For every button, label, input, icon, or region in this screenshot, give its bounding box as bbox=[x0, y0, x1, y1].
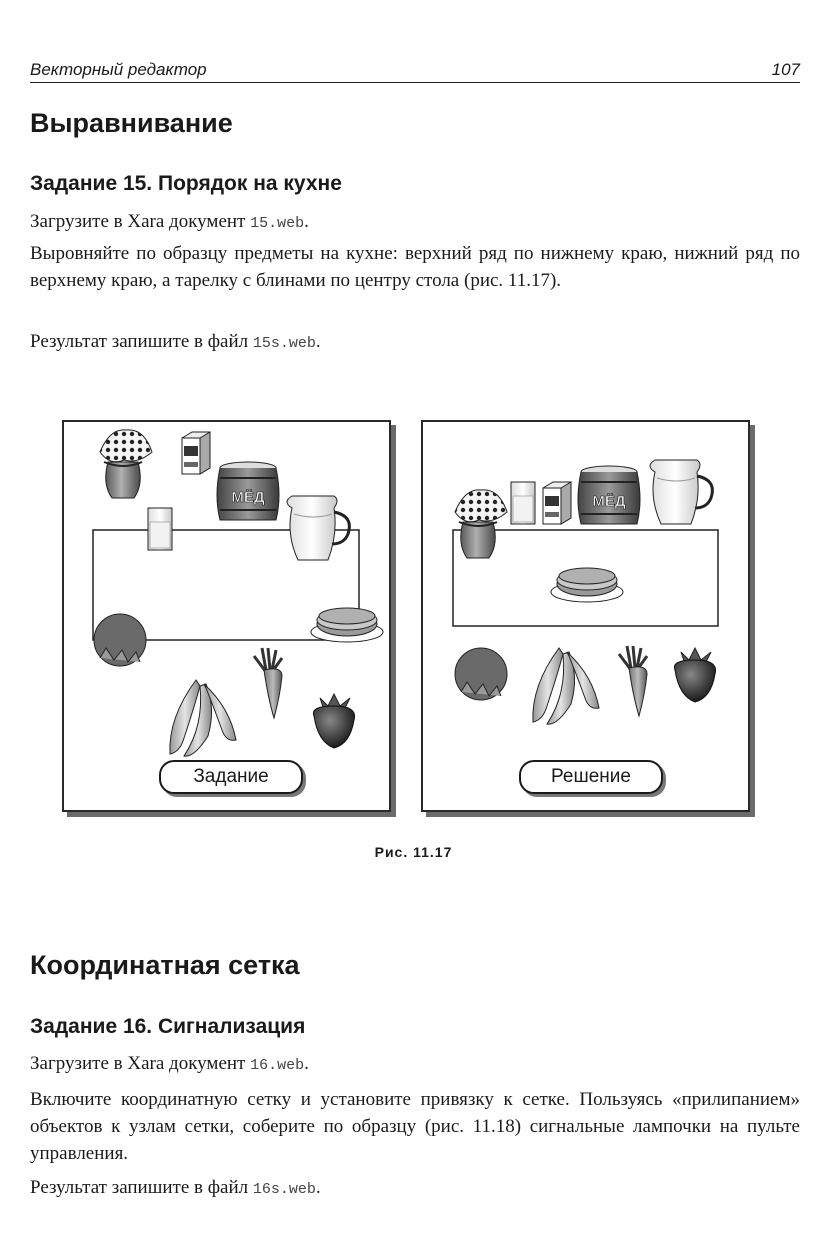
page-number: 107 bbox=[771, 60, 800, 79]
strawberry-icon bbox=[674, 648, 715, 702]
punct: . bbox=[315, 1177, 321, 1198]
punct: . bbox=[304, 1053, 309, 1074]
milk-jug-icon bbox=[287, 496, 349, 560]
kitchen-solution-illustration bbox=[423, 422, 748, 810]
task-15-instruction: Выровняйте по образцу предметы на кухне: верхний ряд по нижнему краю, нижний ряд по верхнему краю, а тарелку с блинами по центру стола (рис. 11.17). bbox=[30, 243, 800, 291]
result-text: Результат запишите в файл bbox=[30, 1177, 253, 1198]
glass-of-milk-icon bbox=[148, 508, 172, 550]
kitchen-task-illustration bbox=[64, 422, 389, 810]
pea-pods-icon bbox=[170, 680, 236, 756]
file-name: 15s.web bbox=[252, 335, 316, 352]
carrot-icon bbox=[254, 648, 282, 718]
honey-label: МЁД bbox=[592, 493, 626, 510]
file-name: 16s.web bbox=[252, 1181, 316, 1198]
section-heading-grid: Координатная сетка bbox=[30, 950, 300, 980]
file-name: 16.web bbox=[250, 1057, 305, 1074]
strawberry-icon bbox=[313, 694, 354, 748]
load-text: Загрузите в Xara документ bbox=[30, 211, 251, 232]
result-text: Результат запишите в файл bbox=[30, 331, 253, 352]
task-16-load-paragraph bbox=[30, 1050, 800, 1079]
honey-pot-icon bbox=[455, 490, 507, 558]
milk-jug-icon bbox=[650, 460, 712, 524]
solution-label-badge: Решение bbox=[519, 760, 663, 794]
tomato-icon bbox=[94, 614, 146, 666]
task-15-result-paragraph bbox=[30, 328, 800, 357]
task-16-instruction: Включите координатную сетку и установите привязку к сетке. Пользуясь «прилипанием» объектов к узлам сетки, соберите по образцу (рис. 11.18) сигнальные лампочки на пульте управления. bbox=[30, 1089, 800, 1164]
honey-label: МЁД bbox=[231, 489, 265, 506]
task-16-title: Задание 16. Сигнализация bbox=[30, 1015, 306, 1038]
milk-carton-icon bbox=[543, 482, 571, 524]
file-name: 15.web bbox=[250, 215, 305, 232]
honey-pot-icon bbox=[100, 430, 152, 498]
task-label-badge: Задание bbox=[159, 760, 303, 794]
punct: . bbox=[315, 331, 321, 352]
figure-panel-solution bbox=[421, 420, 750, 812]
section-heading-alignment: Выравнивание bbox=[30, 108, 233, 138]
figure-panel-task bbox=[62, 420, 391, 812]
plate-with-pancakes-icon bbox=[551, 568, 623, 602]
task-15-load-paragraph bbox=[30, 208, 800, 237]
load-text: Загрузите в Xara документ bbox=[30, 1053, 251, 1074]
running-header bbox=[30, 58, 800, 83]
plate-with-pancakes-icon bbox=[311, 608, 383, 642]
honey-barrel-icon bbox=[578, 466, 640, 524]
honey-barrel-icon bbox=[217, 462, 279, 520]
task-16-result-paragraph bbox=[30, 1174, 800, 1203]
carrot-icon bbox=[619, 646, 647, 716]
pea-pods-icon bbox=[533, 648, 599, 724]
figure-caption: Рис. 11.17 bbox=[374, 844, 453, 860]
milk-carton-icon bbox=[182, 432, 210, 474]
tomato-icon bbox=[455, 648, 507, 700]
glass-of-milk-icon bbox=[511, 482, 535, 524]
punct: . bbox=[304, 211, 309, 232]
task-15-title: Задание 15. Порядок на кухне bbox=[30, 172, 342, 195]
header-section-title: Векторный редактор bbox=[30, 60, 207, 79]
